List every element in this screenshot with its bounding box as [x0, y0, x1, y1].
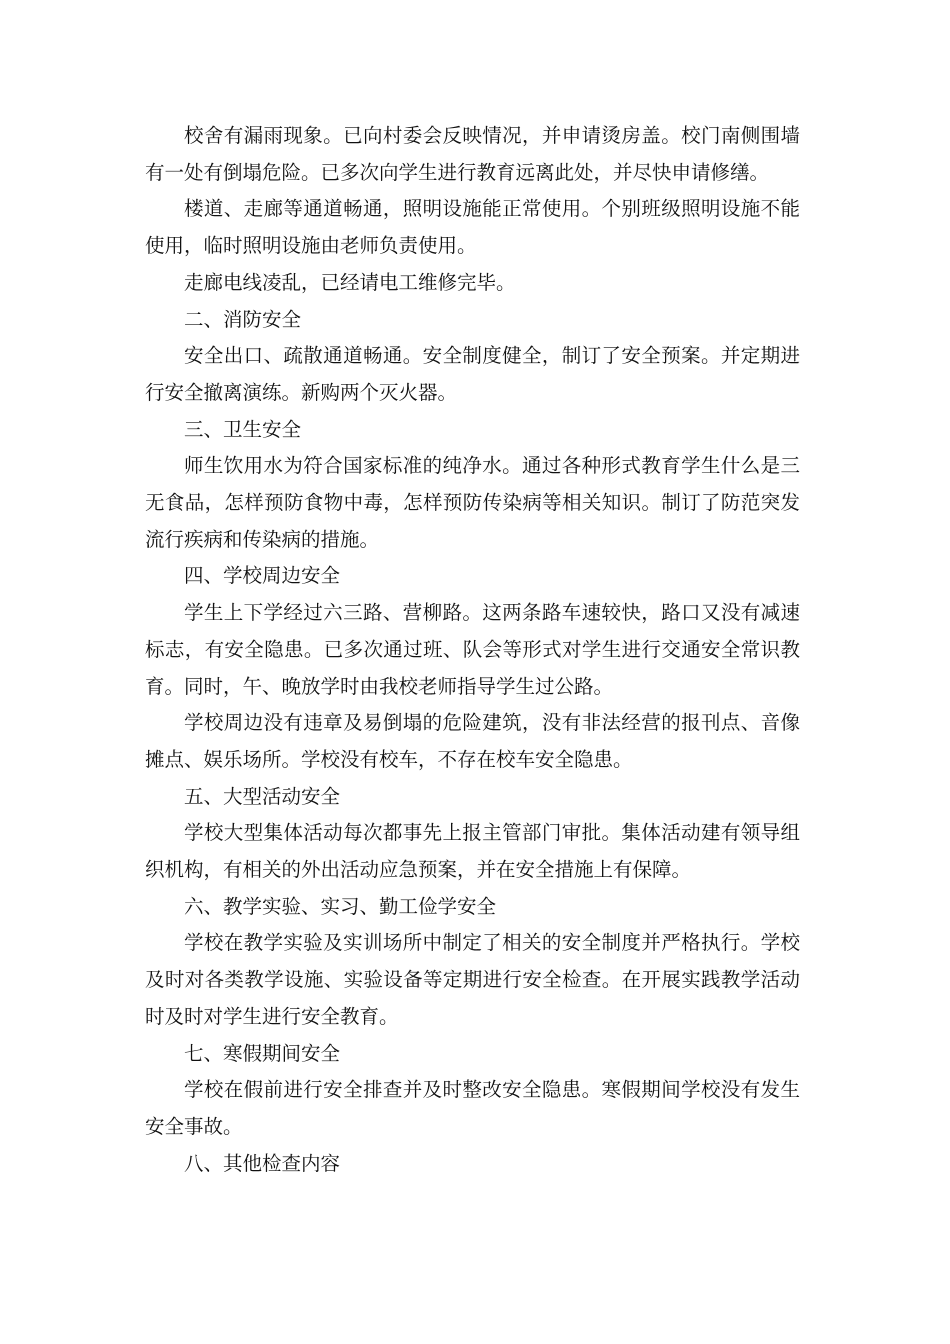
paragraph-large-activities: 学校大型集体活动每次都事先上报主管部门审批。集体活动建有领导组织机构，有相关的外出活动应急预案，并在安全措施上有保障。 — [145, 821, 800, 882]
paragraph-roof-wall: 校舍有漏雨现象。已向村委会反映情况，并申请烫房盖。校门南侧围墙有一处有倒塌危险。已多次向学生进行教育远离此处，并尽快申请修缮。 — [145, 124, 800, 184]
section-heading-fire-safety: 二、消防安全 — [184, 307, 302, 331]
paragraph-wiring: 走廊电线凌乱，已经请电工维修完毕。 — [184, 270, 516, 294]
paragraph-hygiene-safety: 师生饮用水为符合国家标准的纯净水。通过各种形式教育学生什么是三无食品，怎样预防食物中毒，怎样预防传染病等相关知识。制订了防范突发流行疾病和传染病的措施。 — [145, 454, 800, 551]
paragraph-winter-vacation: 学校在假前进行安全排查并及时整改安全隐患。寒假期间学校没有发生安全事故。 — [145, 1078, 800, 1138]
paragraph-surroundings: 学校周边没有违章及易倒塌的危险建筑，没有非法经营的报刊点、音像摊点、娱乐场所。学校没有校车，不存在校车安全隐患。 — [145, 711, 800, 771]
section-heading-surroundings-safety: 四、学校周边安全 — [184, 564, 341, 588]
paragraph-teaching-experiments: 学校在教学实验及实训场所中制定了相关的安全制度并严格执行。学校及时对各类教学设施、实验设备等定期进行安全检查。在开展实践教学活动时及时对学生进行安全教育。 — [145, 931, 800, 1028]
section-heading-winter-vacation: 七、寒假期间安全 — [184, 1041, 341, 1065]
paragraph-traffic-safety: 学生上下学经过六三路、营柳路。这两条路车速较快，路口又没有减速标志，有安全隐患。已多次通过班、队会等形式对学生进行交通安全常识教育。同时，午、晚放学时由我校老师指导学生过公路。 — [145, 601, 800, 698]
document-page — [145, 118, 800, 1182]
section-heading-other-checks: 八、其他检查内容 — [184, 1151, 341, 1175]
section-heading-hygiene-safety: 三、卫生安全 — [184, 417, 302, 441]
paragraph-fire-safety: 安全出口、疏散通道畅通。安全制度健全，制订了安全预案。并定期进行安全撤离演练。新购两个灭火器。 — [145, 344, 800, 404]
section-heading-large-activities: 五、大型活动安全 — [184, 784, 341, 808]
paragraph-corridors: 楼道、走廊等通道畅通，照明设施能正常使用。个别班级照明设施不能使用，临时照明设施由老师负责使用。 — [145, 197, 800, 258]
section-heading-teaching-experiments: 六、教学实验、实习、勤工俭学安全 — [184, 894, 497, 918]
